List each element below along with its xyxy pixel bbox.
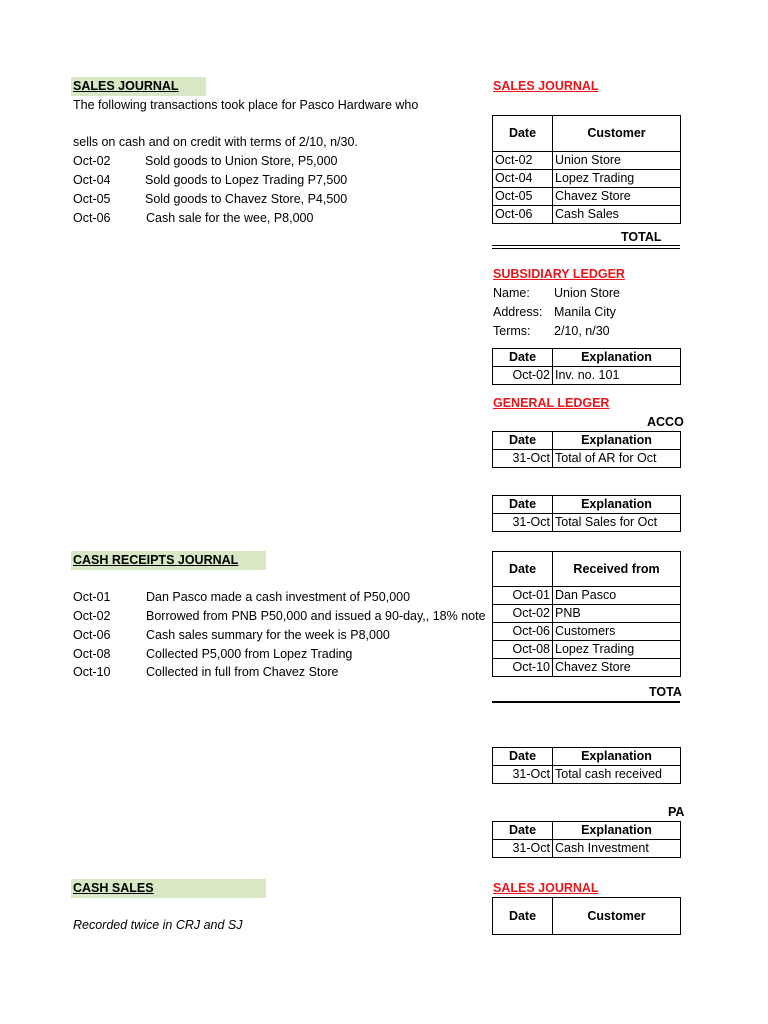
sales-journal-total-label: TOTAL <box>621 230 662 244</box>
cell-date: Oct-06 <box>493 623 553 641</box>
list-item-text: Borrowed from PNB P50,000 and issued a 90-day,, 18% note <box>146 609 486 623</box>
cell-date: Oct-08 <box>493 641 553 659</box>
cash-ledger-table <box>492 747 681 784</box>
sales-journal-table <box>492 115 681 224</box>
column-header-date: Date <box>493 898 553 935</box>
table-row <box>493 188 681 206</box>
cell-date: 31-Oct <box>493 840 553 858</box>
cell-date: 31-Oct <box>493 514 553 532</box>
cell-date: Oct-02 <box>493 605 553 623</box>
intro-line-2: sells on cash and on credit with terms of 2/10, n/30. <box>73 135 358 149</box>
intro-line-1: The following transactions took place for Pasco Hardware who <box>73 98 419 112</box>
subsidiary-ledger-table <box>492 348 681 385</box>
cash-sales-note: Recorded twice in CRJ and SJ <box>73 918 243 932</box>
table-row <box>493 514 681 532</box>
ar-ledger-table <box>492 431 681 468</box>
terms-value: 2/10, n/30 <box>554 324 610 338</box>
column-header-date: Date <box>493 116 553 152</box>
cell-explanation: Total of AR for Oct <box>553 450 681 468</box>
terms-label: Terms: <box>493 324 531 338</box>
cell-received-from: Chavez Store <box>553 659 681 677</box>
list-item-date: Oct-08 <box>73 647 111 661</box>
cell-received-from: Customers <box>553 623 681 641</box>
cell-customer: Chavez Store <box>553 188 681 206</box>
address-label: Address: <box>493 305 543 319</box>
capital-ledger-table <box>492 821 681 858</box>
list-item-date: Oct-06 <box>73 211 111 225</box>
double-underline <box>492 245 680 249</box>
list-item-text: Collected in full from Chavez Store <box>146 665 339 679</box>
cell-received-from: Lopez Trading <box>553 641 681 659</box>
cash-receipts-total-label: TOTA <box>649 685 682 699</box>
cash-receipts-journal-title: CASH RECEIPTS JOURNAL <box>71 551 266 570</box>
table-row <box>493 605 681 623</box>
list-item-text: Dan Pasco made a cash investment of P50,000 <box>146 590 411 604</box>
column-header-explanation: Explanation <box>553 496 681 514</box>
column-header-customer: Customer <box>553 116 681 152</box>
cell-date: Oct-06 <box>493 206 553 224</box>
column-header-date: Date <box>493 552 553 587</box>
list-item-date: Oct-02 <box>73 154 111 168</box>
cell-received-from: PNB <box>553 605 681 623</box>
table-row <box>493 367 681 385</box>
list-item-text: Sold goods to Chavez Store, P4,500 <box>145 192 348 206</box>
column-header-explanation: Explanation <box>553 349 681 367</box>
name-value: Union Store <box>554 286 621 300</box>
list-item-text: Sold goods to Union Store, P5,000 <box>145 154 338 168</box>
cell-date: Oct-04 <box>493 170 553 188</box>
column-header-date: Date <box>493 432 553 450</box>
sales-journal-2-table <box>492 897 681 935</box>
cell-date: Oct-02 <box>493 152 553 170</box>
table-row <box>493 206 681 224</box>
list-item-text: Cash sales summary for the week is P8,000 <box>146 628 390 642</box>
total-underline <box>492 701 680 703</box>
table-row <box>493 170 681 188</box>
account-title-fragment: ACCO <box>647 415 684 429</box>
cell-customer: Cash Sales <box>553 206 681 224</box>
address-value: Manila City <box>554 305 616 319</box>
cell-date: 31-Oct <box>493 766 553 784</box>
cash-receipts-table <box>492 551 681 677</box>
column-header-date: Date <box>493 496 553 514</box>
cell-received-from: Dan Pasco <box>553 587 681 605</box>
list-item-date: Oct-01 <box>73 590 111 604</box>
list-item-text: Collected P5,000 from Lopez Trading <box>146 647 353 661</box>
table-row <box>493 450 681 468</box>
table-row <box>493 152 681 170</box>
sales-ledger-table <box>492 495 681 532</box>
list-item-date: Oct-10 <box>73 665 111 679</box>
table-row <box>493 623 681 641</box>
cell-date: Oct-05 <box>493 188 553 206</box>
list-item-text: Sold goods to Lopez Trading P7,500 <box>145 173 348 187</box>
column-header-customer: Customer <box>553 898 681 935</box>
column-header-date: Date <box>493 349 553 367</box>
table-row <box>493 587 681 605</box>
column-header-date: Date <box>493 748 553 766</box>
table-row <box>493 659 681 677</box>
column-header-received-from: Received from <box>553 552 681 587</box>
list-item-text: Cash sale for the wee, P8,000 <box>146 211 314 225</box>
subsidiary-ledger-title: SUBSIDIARY LEDGER <box>493 267 625 281</box>
list-item-date: Oct-06 <box>73 628 111 642</box>
column-header-explanation: Explanation <box>553 822 681 840</box>
table-row <box>493 766 681 784</box>
sales-journal-title: SALES JOURNAL <box>71 77 206 96</box>
table-row <box>493 840 681 858</box>
cell-customer: Union Store <box>553 152 681 170</box>
list-item-date: Oct-05 <box>73 192 111 206</box>
table-row <box>493 641 681 659</box>
cell-date: Oct-10 <box>493 659 553 677</box>
cell-date: Oct-01 <box>493 587 553 605</box>
name-label: Name: <box>493 286 530 300</box>
cell-explanation: Total cash received <box>553 766 681 784</box>
cell-explanation: Total Sales for Oct <box>553 514 681 532</box>
general-ledger-title: GENERAL LEDGER <box>493 396 610 410</box>
column-header-date: Date <box>493 822 553 840</box>
sales-journal-2-title: SALES JOURNAL <box>493 881 599 895</box>
list-item-date: Oct-02 <box>73 609 111 623</box>
cell-explanation: Cash Investment <box>553 840 681 858</box>
cell-customer: Lopez Trading <box>553 170 681 188</box>
column-header-explanation: Explanation <box>553 432 681 450</box>
cell-date: 31-Oct <box>493 450 553 468</box>
cash-sales-title: CASH SALES <box>71 879 266 898</box>
cell-date: Oct-02 <box>493 367 553 385</box>
right-sales-journal-title: SALES JOURNAL <box>493 79 599 93</box>
cell-explanation: Inv. no. 101 <box>553 367 681 385</box>
column-header-explanation: Explanation <box>553 748 681 766</box>
capital-title-fragment: PA <box>668 805 685 819</box>
list-item-date: Oct-04 <box>73 173 111 187</box>
